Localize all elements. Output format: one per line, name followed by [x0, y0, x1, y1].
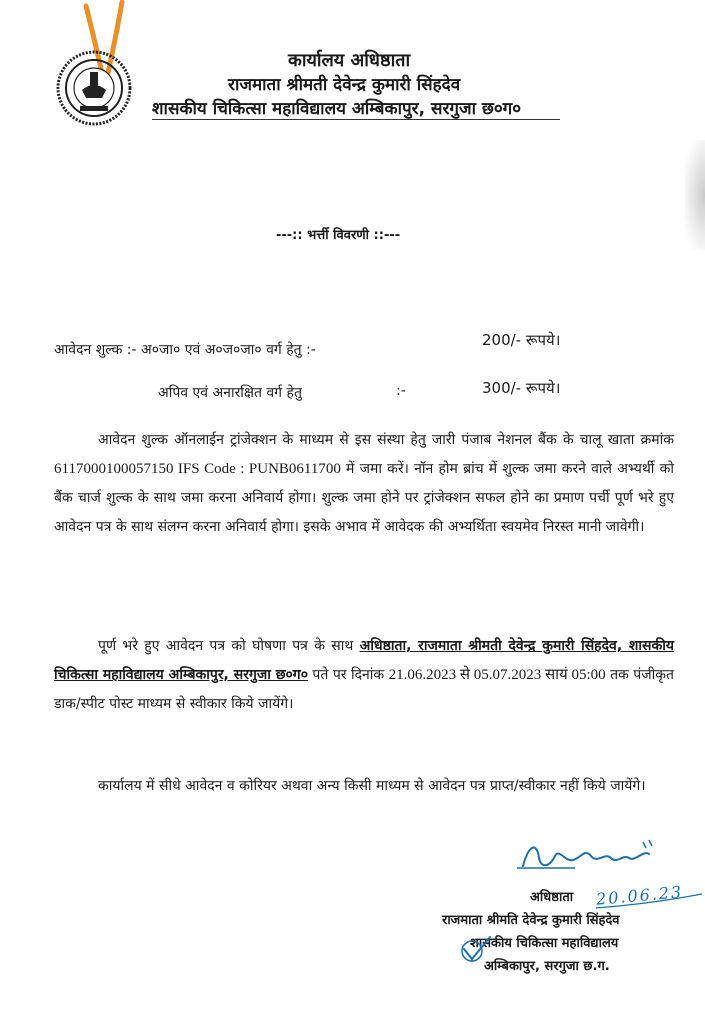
signature-date-text: 20.06.23: [595, 882, 684, 909]
submission-text-b: पते पर दिनांक: [307, 667, 389, 683]
submission-text-a: पूर्ण भरे हुए आवेदन पत्र को घोषणा पत्र के साथ: [98, 638, 360, 654]
submission-paragraph: [54, 632, 674, 719]
signatory-name: राजमाता श्रीमति देवेन्द्र कुमारी सिंहदेव: [442, 913, 620, 928]
letterhead-underline: [152, 119, 560, 120]
restriction-paragraph: कार्यालय में सीधे आवेदन व कोरियर अथवा अन्य किसी माध्यम से आवेदन पत्र प्राप्त/स्वीकार नहीं किये जायेंगे।: [98, 778, 646, 794]
fee-row2-separator: :-: [396, 383, 406, 399]
signatory-college: शासकीय चिकित्सा महाविद्यालय: [470, 936, 619, 951]
payment-paragraph: [54, 426, 674, 542]
fee-row1-label: आवेदन शुल्क :- अ०जा० एवं अ०ज०जा० वर्ग हेतु :-: [54, 342, 316, 358]
fee-row2-amount: 300/- रूपये।: [482, 379, 561, 397]
bank-account-details: 6117000100057150 IFS Code : PUNB0611700: [54, 461, 341, 477]
scan-edge-shadow: [685, 140, 705, 250]
document-title: ---:: भर्त्ती विवरणी ::---: [276, 228, 401, 243]
letterhead-college: शासकीय चिकित्सा महाविद्यालय अम्बिकापुर, सरगुजा छ०ग०: [152, 99, 522, 119]
letterhead-office: कार्यालय अधिष्ठाता: [288, 50, 411, 71]
signatory-designation: अधिष्ठाता: [530, 890, 574, 905]
payment-text-a: आवेदन शुल्क ऑनलाईन ट्रांजेक्शन के माध्यम से इस संस्था हेतु जारी पंजाब नेशनल बैंक के चालू खाता क्रमांक: [98, 432, 674, 448]
handwritten-signature: [515, 838, 665, 878]
letterhead-name: राजमाता श्रीमती देवेन्द्र कुमारी सिंहदेव: [228, 75, 461, 95]
college-emblem-icon: [56, 50, 132, 126]
signatory-city: अम्बिकापुर, सरगुजा छ.ग.: [484, 959, 610, 974]
payment-text-b: में जमा करें। नॉन होम ब्रांच में शुल्क जमा करने वाले अभ्यर्थी को बैंक चार्ज शुल्क के साथ जमा करना अनिवार्य होगा। शुल्क जमा होने पर ट्रांजेक्शन सफल होने का प्रमाण पर्ची पूर्ण भरे हुए आवेदन पत्र के साथ संलग्न करना अनिवार्य होगा। इसके अभाव में आवेदक की अभ्यर्थिता स्वयमेव निरस्त मानी जावेगी।: [54, 461, 674, 535]
fee-row2-label: अपिव एवं अनारक्षित वर्ग हेतु: [158, 385, 302, 401]
submission-address: अधिष्ठाता, राजमाता श्रीमती देवेन्द्र कुमारी सिंहदेव, शासकीय चिकित्सा महाविद्यालय अम्बिकापुर, सरगुजा छ०ग०: [54, 638, 674, 683]
fee-row1-amount: 200/- रूपये।: [482, 331, 561, 349]
submission-dates: 21.06.2023 से 05.07.2023 सायं 05:00: [388, 667, 606, 683]
check-mark-icon: [458, 935, 492, 965]
submission-text-c: तक पंजीकृत डाक/स्पीट पोस्ट माध्यम से स्वीकार किये जायेंगे।: [54, 667, 674, 712]
